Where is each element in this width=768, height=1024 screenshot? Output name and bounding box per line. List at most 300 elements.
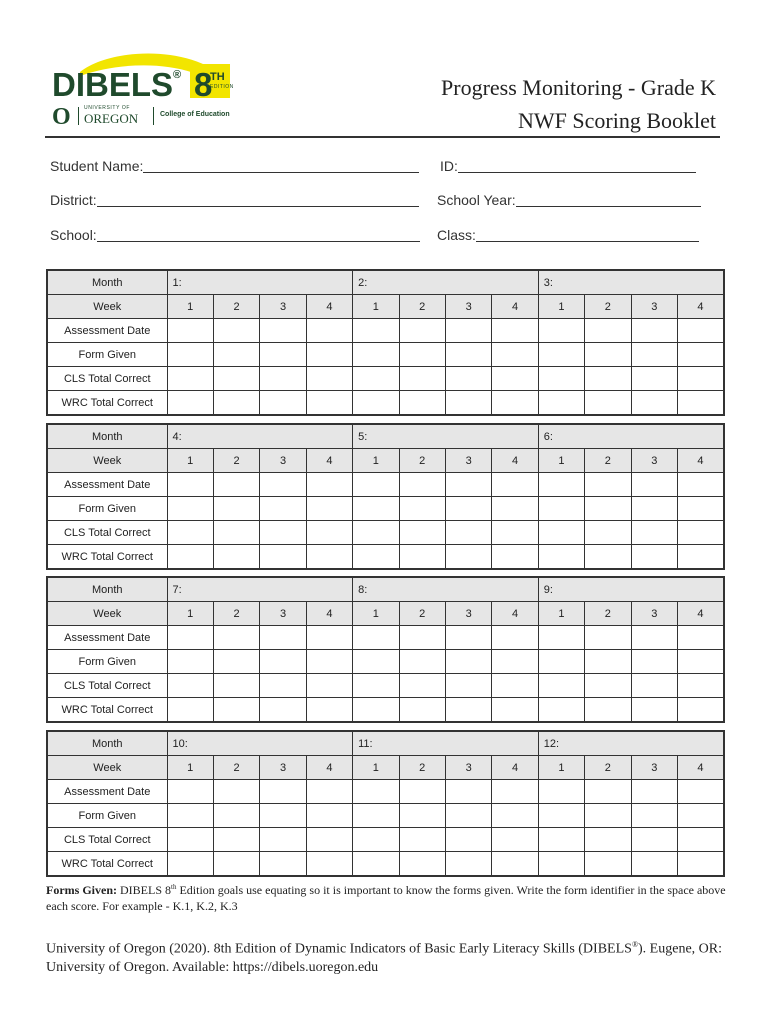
row-label: Form Given <box>47 650 167 674</box>
score-entry-cell[interactable] <box>445 852 491 877</box>
week-number-cell: 4 <box>677 756 724 780</box>
score-entry-cell[interactable] <box>492 473 538 497</box>
score-entry-cell[interactable] <box>492 343 538 367</box>
score-entry-cell[interactable] <box>167 804 213 828</box>
score-entry-cell[interactable] <box>167 391 213 416</box>
month-block-table <box>46 269 725 416</box>
score-entry-cell[interactable] <box>631 804 677 828</box>
month-cell[interactable]: 5: <box>353 424 539 449</box>
score-entry-cell[interactable] <box>167 521 213 545</box>
school-year-line[interactable] <box>516 190 701 207</box>
score-entry-cell[interactable] <box>213 545 259 570</box>
week-number-cell: 4 <box>677 602 724 626</box>
week-number-cell: 1 <box>538 756 584 780</box>
score-entry-cell[interactable] <box>260 674 306 698</box>
score-entry-cell[interactable] <box>213 497 259 521</box>
score-entry-cell[interactable] <box>399 698 445 723</box>
citation-sup: ® <box>631 940 639 949</box>
score-entry-cell[interactable] <box>538 521 584 545</box>
week-number-cell: 1 <box>538 295 584 319</box>
score-entry-cell[interactable] <box>631 828 677 852</box>
week-number-cell: 3 <box>445 602 491 626</box>
month-cell[interactable]: 12: <box>538 731 724 756</box>
score-entry-cell[interactable] <box>353 650 399 674</box>
score-entry-cell[interactable] <box>260 521 306 545</box>
week-row-label: Week <box>47 449 167 473</box>
score-entry-cell[interactable] <box>213 367 259 391</box>
table-row <box>47 319 724 343</box>
score-entry-cell[interactable] <box>538 698 584 723</box>
score-entry-cell[interactable] <box>445 343 491 367</box>
table-row <box>47 367 724 391</box>
score-entry-cell[interactable] <box>492 391 538 416</box>
score-entry-cell[interactable] <box>167 828 213 852</box>
score-entry-cell[interactable] <box>399 852 445 877</box>
logo-edition-suffix: TH <box>210 71 225 83</box>
score-entry-cell[interactable] <box>677 852 724 877</box>
score-entry-cell[interactable] <box>353 473 399 497</box>
score-entry-cell[interactable] <box>260 650 306 674</box>
score-entry-cell[interactable] <box>167 343 213 367</box>
week-number-cell: 3 <box>445 449 491 473</box>
score-entry-cell[interactable] <box>585 545 631 570</box>
school-label: School: <box>50 227 97 243</box>
score-entry-cell[interactable] <box>585 852 631 877</box>
score-entry-cell[interactable] <box>677 698 724 723</box>
forms-given-label: Forms Given: <box>46 883 117 897</box>
class-field[interactable] <box>437 225 699 244</box>
score-entry-cell[interactable] <box>306 367 352 391</box>
table-row <box>47 780 724 804</box>
score-entry-cell[interactable] <box>260 626 306 650</box>
score-entry-cell[interactable] <box>585 473 631 497</box>
student-name-line[interactable] <box>143 156 419 173</box>
score-entry-cell[interactable] <box>492 545 538 570</box>
row-label: Assessment Date <box>47 319 167 343</box>
score-entry-cell[interactable] <box>585 497 631 521</box>
score-entry-cell[interactable] <box>213 804 259 828</box>
score-entry-cell[interactable] <box>585 828 631 852</box>
score-entry-cell[interactable] <box>399 674 445 698</box>
week-number-cell: 4 <box>677 449 724 473</box>
id-field[interactable] <box>440 156 696 175</box>
score-entry-cell[interactable] <box>399 650 445 674</box>
week-number-cell: 4 <box>677 295 724 319</box>
score-entry-cell[interactable] <box>167 626 213 650</box>
score-entry-cell[interactable] <box>445 473 491 497</box>
score-entry-cell[interactable] <box>306 674 352 698</box>
score-entry-cell[interactable] <box>492 521 538 545</box>
logo-college: College of Education <box>160 111 230 118</box>
forms-given-sup: th <box>171 883 177 891</box>
score-entry-cell[interactable] <box>631 852 677 877</box>
table-row <box>47 626 724 650</box>
class-line[interactable] <box>476 225 699 242</box>
score-entry-cell[interactable] <box>445 545 491 570</box>
score-entry-cell[interactable] <box>631 391 677 416</box>
score-entry-cell[interactable] <box>213 698 259 723</box>
score-entry-cell[interactable] <box>353 343 399 367</box>
table-row <box>47 852 724 877</box>
score-entry-cell[interactable] <box>492 497 538 521</box>
score-entry-cell[interactable] <box>538 391 584 416</box>
score-entry-cell[interactable] <box>399 545 445 570</box>
logo-divider <box>153 107 154 125</box>
score-entry-cell[interactable] <box>353 391 399 416</box>
citation <box>46 936 736 977</box>
score-entry-cell[interactable] <box>213 650 259 674</box>
score-entry-cell[interactable] <box>492 852 538 877</box>
score-entry-cell[interactable] <box>213 828 259 852</box>
header-divider <box>45 136 720 138</box>
score-entry-cell[interactable] <box>353 626 399 650</box>
logo-wordmark: DIBELS® <box>52 66 182 103</box>
week-number-cell: 3 <box>445 756 491 780</box>
school-field[interactable] <box>50 225 420 244</box>
score-entry-cell[interactable] <box>260 698 306 723</box>
score-entry-cell[interactable] <box>585 674 631 698</box>
score-entry-cell[interactable] <box>445 674 491 698</box>
row-label: Assessment Date <box>47 780 167 804</box>
week-number-cell: 4 <box>306 602 352 626</box>
week-number-cell: 2 <box>213 449 259 473</box>
score-entry-cell[interactable] <box>631 698 677 723</box>
week-number-cell: 2 <box>213 295 259 319</box>
row-label: Form Given <box>47 343 167 367</box>
week-number-cell: 1 <box>167 449 213 473</box>
score-entry-cell[interactable] <box>353 319 399 343</box>
score-entry-cell[interactable] <box>677 521 724 545</box>
score-entry-cell[interactable] <box>445 497 491 521</box>
citation-text-b: ). Eugene, OR: University of Oregon. Available: https://dibels.uoregon.edu <box>46 941 722 975</box>
score-entry-cell[interactable] <box>585 698 631 723</box>
score-entry-cell[interactable] <box>353 545 399 570</box>
month-cell[interactable]: 2: <box>353 270 539 295</box>
score-entry-cell[interactable] <box>260 343 306 367</box>
month-cell[interactable]: 8: <box>353 577 539 602</box>
logo-edition-number: 8 <box>194 66 213 103</box>
score-entry-cell[interactable] <box>538 626 584 650</box>
score-entry-cell[interactable] <box>167 780 213 804</box>
class-label: Class: <box>437 227 476 243</box>
week-number-cell: 2 <box>399 602 445 626</box>
school-year-field[interactable] <box>437 190 701 209</box>
score-entry-cell[interactable] <box>260 367 306 391</box>
week-number-cell: 3 <box>631 756 677 780</box>
score-entry-cell[interactable] <box>399 497 445 521</box>
score-entry-cell[interactable] <box>260 545 306 570</box>
district-line[interactable] <box>97 190 419 207</box>
table-row <box>47 521 724 545</box>
week-number-cell: 1 <box>353 449 399 473</box>
score-entry-cell[interactable] <box>445 521 491 545</box>
score-entry-cell[interactable] <box>167 852 213 877</box>
score-entry-cell[interactable] <box>677 391 724 416</box>
score-entry-cell[interactable] <box>353 804 399 828</box>
score-entry-cell[interactable] <box>445 650 491 674</box>
score-entry-cell[interactable] <box>631 473 677 497</box>
score-entry-cell[interactable] <box>306 391 352 416</box>
score-entry-cell[interactable] <box>631 626 677 650</box>
score-entry-cell[interactable] <box>631 319 677 343</box>
score-entry-cell[interactable] <box>585 780 631 804</box>
score-entry-cell[interactable] <box>167 367 213 391</box>
week-number-cell: 1 <box>167 602 213 626</box>
score-entry-cell[interactable] <box>585 521 631 545</box>
score-entry-cell[interactable] <box>353 521 399 545</box>
score-entry-cell[interactable] <box>399 780 445 804</box>
score-entry-cell[interactable] <box>213 780 259 804</box>
score-entry-cell[interactable] <box>306 828 352 852</box>
score-entry-cell[interactable] <box>306 521 352 545</box>
score-entry-cell[interactable] <box>306 497 352 521</box>
month-cell[interactable]: 7: <box>167 577 353 602</box>
score-entry-cell[interactable] <box>492 367 538 391</box>
score-entry-cell[interactable] <box>306 473 352 497</box>
score-entry-cell[interactable] <box>445 626 491 650</box>
score-entry-cell[interactable] <box>585 343 631 367</box>
id-line[interactable] <box>458 156 696 173</box>
week-number-cell: 3 <box>260 602 306 626</box>
score-entry-cell[interactable] <box>677 319 724 343</box>
score-entry-cell[interactable] <box>677 626 724 650</box>
month-block-table <box>46 423 725 570</box>
table-row <box>47 497 724 521</box>
score-entry-cell[interactable] <box>353 780 399 804</box>
score-entry-cell[interactable] <box>399 391 445 416</box>
score-entry-cell[interactable] <box>492 804 538 828</box>
month-block-table <box>46 576 725 723</box>
score-entry-cell[interactable] <box>306 626 352 650</box>
score-entry-cell[interactable] <box>677 545 724 570</box>
week-number-cell: 3 <box>260 449 306 473</box>
score-entry-cell[interactable] <box>213 521 259 545</box>
score-entry-cell[interactable] <box>399 626 445 650</box>
score-entry-cell[interactable] <box>260 319 306 343</box>
week-number-cell: 3 <box>260 756 306 780</box>
score-entry-cell[interactable] <box>306 650 352 674</box>
score-entry-cell[interactable] <box>677 650 724 674</box>
score-entry-cell[interactable] <box>538 545 584 570</box>
score-entry-cell[interactable] <box>167 698 213 723</box>
week-number-cell: 4 <box>492 756 538 780</box>
score-entry-cell[interactable] <box>538 650 584 674</box>
score-entry-cell[interactable] <box>260 473 306 497</box>
score-entry-cell[interactable] <box>260 780 306 804</box>
score-entry-cell[interactable] <box>260 828 306 852</box>
score-entry-cell[interactable] <box>538 852 584 877</box>
score-entry-cell[interactable] <box>631 650 677 674</box>
score-entry-cell[interactable] <box>213 626 259 650</box>
score-entry-cell[interactable] <box>167 319 213 343</box>
score-entry-cell[interactable] <box>260 852 306 877</box>
score-entry-cell[interactable] <box>306 343 352 367</box>
score-entry-cell[interactable] <box>399 343 445 367</box>
score-entry-cell[interactable] <box>399 367 445 391</box>
week-number-cell: 2 <box>585 602 631 626</box>
score-entry-cell[interactable] <box>399 828 445 852</box>
score-entry-cell[interactable] <box>538 343 584 367</box>
month-row-label: Month <box>47 731 167 756</box>
score-entry-cell[interactable] <box>167 497 213 521</box>
week-number-cell: 3 <box>631 295 677 319</box>
logo-edition-word: EDITION <box>210 84 234 90</box>
score-entry-cell[interactable] <box>631 521 677 545</box>
row-label: WRC Total Correct <box>47 545 167 570</box>
score-entry-cell[interactable] <box>445 698 491 723</box>
score-entry-cell[interactable] <box>677 828 724 852</box>
school-year-label: School Year: <box>437 192 516 208</box>
district-field[interactable] <box>50 190 419 209</box>
table-row <box>47 473 724 497</box>
score-entry-cell[interactable] <box>492 319 538 343</box>
score-entry-cell[interactable] <box>492 780 538 804</box>
score-entry-cell[interactable] <box>213 852 259 877</box>
table-row <box>47 545 724 570</box>
forms-given-note <box>46 879 726 914</box>
score-entry-cell[interactable] <box>677 780 724 804</box>
week-row-label: Week <box>47 602 167 626</box>
score-entry-cell[interactable] <box>538 828 584 852</box>
table-row <box>47 828 724 852</box>
score-entry-cell[interactable] <box>585 319 631 343</box>
logo-divider <box>78 107 79 125</box>
score-entry-cell[interactable] <box>445 319 491 343</box>
score-entry-cell[interactable] <box>492 828 538 852</box>
score-entry-cell[interactable] <box>538 497 584 521</box>
week-number-cell: 2 <box>213 602 259 626</box>
score-entry-cell[interactable] <box>399 521 445 545</box>
row-label: WRC Total Correct <box>47 698 167 723</box>
score-entry-cell[interactable] <box>306 852 352 877</box>
student-name-field[interactable] <box>50 156 419 175</box>
score-entry-cell[interactable] <box>492 626 538 650</box>
score-entry-cell[interactable] <box>260 497 306 521</box>
score-entry-cell[interactable] <box>260 391 306 416</box>
week-number-cell: 4 <box>492 295 538 319</box>
score-entry-cell[interactable] <box>213 473 259 497</box>
score-entry-cell[interactable] <box>631 780 677 804</box>
id-label: ID: <box>440 158 458 174</box>
score-entry-cell[interactable] <box>213 319 259 343</box>
table-row <box>47 650 724 674</box>
row-label: Form Given <box>47 497 167 521</box>
score-entry-cell[interactable] <box>306 780 352 804</box>
oregon-o-icon: O <box>52 104 71 130</box>
score-entry-cell[interactable] <box>585 650 631 674</box>
score-entry-cell[interactable] <box>677 674 724 698</box>
score-entry-cell[interactable] <box>306 698 352 723</box>
row-label: CLS Total Correct <box>47 521 167 545</box>
score-entry-cell[interactable] <box>445 780 491 804</box>
score-entry-cell[interactable] <box>492 674 538 698</box>
score-entry-cell[interactable] <box>306 545 352 570</box>
score-entry-cell[interactable] <box>677 343 724 367</box>
row-label: Form Given <box>47 804 167 828</box>
score-entry-cell[interactable] <box>167 545 213 570</box>
score-entry-cell[interactable] <box>353 828 399 852</box>
score-entry-cell[interactable] <box>399 319 445 343</box>
week-number-cell: 1 <box>353 602 399 626</box>
row-label: WRC Total Correct <box>47 852 167 877</box>
score-entry-cell[interactable] <box>538 473 584 497</box>
score-entry-cell[interactable] <box>538 804 584 828</box>
month-cell[interactable]: 4: <box>167 424 353 449</box>
score-entry-cell[interactable] <box>445 367 491 391</box>
week-number-cell: 3 <box>631 449 677 473</box>
score-entry-cell[interactable] <box>353 367 399 391</box>
school-line[interactable] <box>97 225 420 242</box>
score-entry-cell[interactable] <box>213 674 259 698</box>
score-entry-cell[interactable] <box>631 367 677 391</box>
score-entry-cell[interactable] <box>492 698 538 723</box>
score-entry-cell[interactable] <box>306 804 352 828</box>
dibels-logo <box>50 50 240 130</box>
score-entry-cell[interactable] <box>585 626 631 650</box>
score-entry-cell[interactable] <box>538 780 584 804</box>
week-number-cell: 4 <box>306 756 352 780</box>
score-entry-cell[interactable] <box>213 391 259 416</box>
score-entry-cell[interactable] <box>585 391 631 416</box>
score-entry-cell[interactable] <box>353 674 399 698</box>
score-entry-cell[interactable] <box>353 497 399 521</box>
score-entry-cell[interactable] <box>260 804 306 828</box>
score-entry-cell[interactable] <box>445 828 491 852</box>
month-cell[interactable]: 10: <box>167 731 353 756</box>
score-entry-cell[interactable] <box>631 674 677 698</box>
score-entry-cell[interactable] <box>492 650 538 674</box>
month-cell[interactable]: 11: <box>353 731 539 756</box>
month-cell[interactable]: 1: <box>167 270 353 295</box>
score-entry-cell[interactable] <box>631 545 677 570</box>
month-cell[interactable]: 9: <box>538 577 724 602</box>
score-entry-cell[interactable] <box>213 343 259 367</box>
score-entry-cell[interactable] <box>167 674 213 698</box>
score-entry-cell[interactable] <box>538 319 584 343</box>
score-entry-cell[interactable] <box>677 804 724 828</box>
score-entry-cell[interactable] <box>353 698 399 723</box>
score-entry-cell[interactable] <box>585 367 631 391</box>
score-entry-cell[interactable] <box>677 367 724 391</box>
score-entry-cell[interactable] <box>353 852 399 877</box>
week-number-cell: 1 <box>353 295 399 319</box>
score-entry-cell[interactable] <box>399 804 445 828</box>
score-entry-cell[interactable] <box>538 674 584 698</box>
score-entry-cell[interactable] <box>677 473 724 497</box>
score-entry-cell[interactable] <box>167 650 213 674</box>
score-entry-cell[interactable] <box>399 473 445 497</box>
score-entry-cell[interactable] <box>445 804 491 828</box>
score-entry-cell[interactable] <box>167 473 213 497</box>
month-block-table <box>46 730 725 877</box>
score-entry-cell[interactable] <box>631 497 677 521</box>
student-name-label: Student Name: <box>50 158 144 174</box>
score-entry-cell[interactable] <box>538 367 584 391</box>
table-row <box>47 343 724 367</box>
week-number-cell: 4 <box>492 449 538 473</box>
week-number-cell: 1 <box>353 756 399 780</box>
score-entry-cell[interactable] <box>631 343 677 367</box>
week-number-cell: 2 <box>399 756 445 780</box>
score-entry-cell[interactable] <box>445 391 491 416</box>
week-row-label: Week <box>47 756 167 780</box>
month-cell[interactable]: 3: <box>538 270 724 295</box>
month-cell[interactable]: 6: <box>538 424 724 449</box>
week-number-cell: 2 <box>399 449 445 473</box>
score-entry-cell[interactable] <box>306 319 352 343</box>
score-entry-cell[interactable] <box>677 497 724 521</box>
score-entry-cell[interactable] <box>585 804 631 828</box>
